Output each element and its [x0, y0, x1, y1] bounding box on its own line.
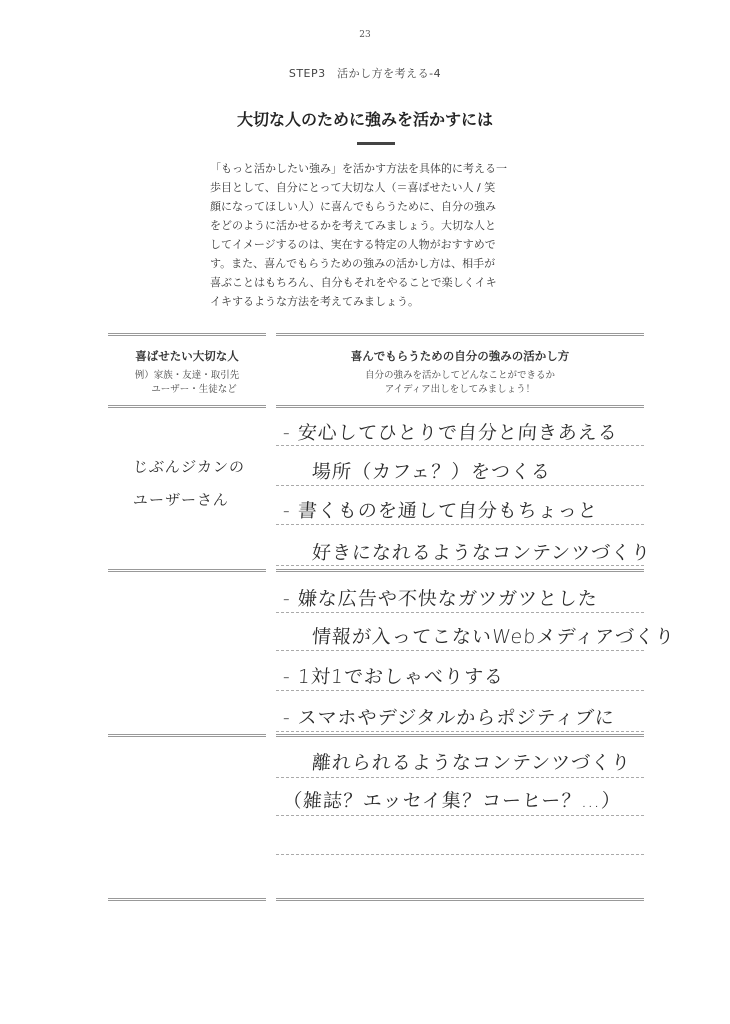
writing-line — [276, 524, 644, 525]
handwritten-idea: 離れられるようなコンテンツづくり — [311, 752, 632, 774]
row-separator-left — [108, 569, 266, 572]
table-bottom-rule-right — [276, 898, 644, 901]
example-line: ユーザー・生徒など — [151, 384, 237, 395]
handwritten-person: じぶんジカンの — [132, 458, 246, 476]
handwritten-idea: （雑誌？エッセイ集？コーヒー？…） — [282, 790, 622, 812]
intro-line: 歩目として、自分にとって大切な人（＝喜ばせたい人 / 笑 — [210, 181, 496, 194]
handwritten-idea: - スマホやデジタルからポジティブに — [282, 707, 616, 729]
row-separator-right — [276, 734, 644, 737]
table-top-rule-left — [108, 333, 266, 336]
left-column-header: 喜ばせたい大切な人 — [135, 349, 239, 363]
header-rule-left — [108, 405, 266, 408]
handwritten-idea: - 1対1でおしゃべりする — [282, 666, 505, 688]
intro-line: 「もっと活かしたい強み」を活かす方法を具体的に考える一 — [210, 162, 507, 175]
left-column-example — [108, 369, 266, 397]
writing-line — [276, 854, 644, 855]
row-separator-right — [276, 569, 644, 572]
writing-line — [276, 565, 644, 566]
writing-line — [276, 445, 644, 446]
header-rule-right — [276, 405, 644, 408]
intro-line: イキするような方法を考えてみましょう。 — [210, 295, 419, 308]
handwritten-idea: 好きになれるようなコンテンツづくり — [311, 542, 652, 564]
writing-line — [276, 650, 644, 651]
handwritten-person: ユーザーさん — [132, 491, 230, 509]
intro-line: 顔になってほしい人）に喜んでもらうために、自分の強み — [210, 200, 496, 213]
writing-line — [276, 731, 644, 732]
table-top-rule-right — [276, 333, 644, 336]
handwritten-idea: - 嫌な広告や不快なガツガツとした — [282, 588, 599, 610]
page-title: 大切な人のために強みを活かすには — [236, 110, 493, 129]
example-line: 例）家族・友達・取引先 — [134, 370, 240, 381]
instruction-line: 自分の強みを活かしてどんなことができるか — [364, 370, 555, 381]
writing-line — [276, 612, 644, 613]
intro-line: 喜ぶことはもちろん、自分もそれをやることで楽しくイキ — [210, 276, 497, 289]
writing-line — [276, 777, 644, 778]
table-bottom-rule-left — [108, 898, 266, 901]
writing-line — [276, 690, 644, 691]
intro-line: す。また、喜んでもらうための強みの活かし方は、相手が — [210, 257, 496, 270]
step-label: STEP3 活かし方を考える-4 — [288, 67, 442, 80]
handwritten-idea: - 安心してひとりで自分と向きあえる — [282, 422, 619, 444]
row-separator-left — [108, 734, 266, 737]
intro-line: してイメージするのは、実在する特定の人物がおすすめで — [210, 238, 496, 251]
intro-line: をどのように活かせるかを考えてみましょう。大切な人と — [210, 219, 496, 232]
instruction-line: アイディア出しをしてみましょう！ — [384, 384, 536, 395]
right-column-header: 喜んでもらうための自分の強みの活かし方 — [350, 349, 570, 363]
writing-line — [276, 815, 644, 816]
handwritten-idea: 情報が入ってこないWebメディアづくり — [311, 626, 676, 648]
right-column-instructions — [276, 369, 644, 397]
handwritten-idea: - 書くものを通して自分もちょっと — [282, 500, 599, 522]
writing-line — [276, 485, 644, 486]
page-number: 23 — [359, 30, 371, 40]
handwritten-idea: 場所（カフェ？）をつくる — [311, 461, 552, 483]
